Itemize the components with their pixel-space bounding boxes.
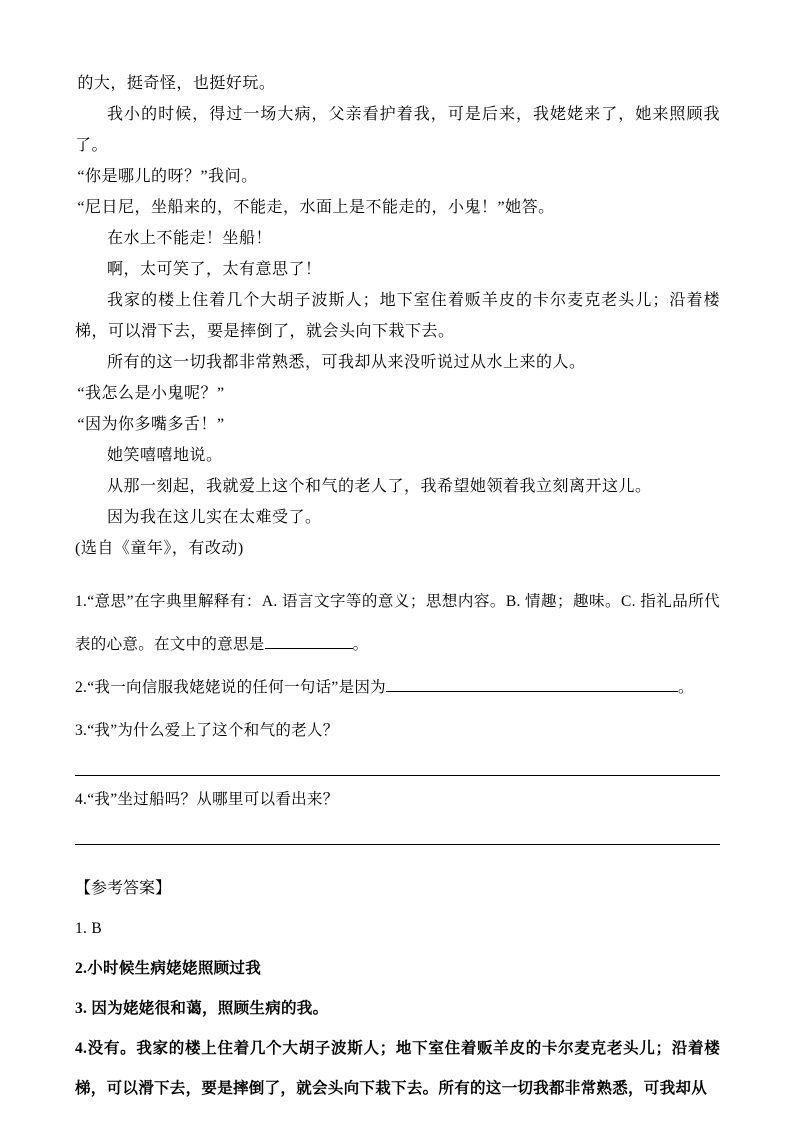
passage-paragraph: 从那一刻起，我就爱上这个和气的老人了，我希望她领着我立刻离开这儿。 (107, 478, 652, 495)
question-1 (75, 580, 720, 666)
reading-passage (75, 68, 720, 564)
question-2-text: 2.“我一向信服我姥姥说的任何一句话”是因为 (75, 679, 386, 696)
answers-header: 【参考答案】 (75, 880, 172, 897)
answer-item: 1. B (75, 920, 103, 937)
question-1-text-after: 。 (352, 636, 369, 653)
passage-paragraph: “因为你多嘴多舌！” (77, 416, 225, 433)
questions-section (75, 580, 720, 845)
answer-line-divider (75, 775, 720, 776)
passage-paragraph: 在水上不能走！坐船！ (107, 230, 273, 247)
question-1-fill-blank (265, 634, 353, 649)
answer-item: 2.小时候生病姥姥照顾过我 (75, 960, 262, 977)
passage-paragraph: 因为我在这儿实在太难受了。 (107, 509, 322, 526)
passage-paragraph: 所有的这一切我都非常熟悉，可我却从来没听说过从水上来的人。 (107, 354, 586, 371)
passage-paragraph: 我小的时候，得过一场大病，父亲看护着我，可是后来，我姥姥来了，她来照顾我了。 (75, 106, 720, 154)
passage-paragraph: “我怎么是小鬼呢？” (77, 385, 225, 402)
answer-line-divider (75, 844, 720, 845)
passage-paragraph: 啊，太可笑了，太有意思了！ (107, 261, 322, 278)
question-1-text: 1.“意思”在字典里解释有：A. 语言文字等的意义；思想内容。B. 情趣；趣味。C. 指礼品所代表的心意。在文中的意思是 (75, 593, 720, 653)
passage-paragraph: “你是哪儿的呀？”我问。 (77, 168, 258, 185)
question-2 (75, 666, 720, 709)
passage-paragraph: 我家的楼上住着几个大胡子波斯人；地下室住着贩羊皮的卡尔麦克老头儿；沿着楼梯，可以滑下去，要是摔倒了，就会头向下栽下去。 (75, 292, 720, 340)
reference-answers-section (75, 869, 720, 1109)
answer-item: 3. 因为姥姥很和蔼，照顾生病的我。 (75, 1000, 329, 1017)
question-4: 4.“我”坐过船吗？从哪里可以看出来？ (75, 791, 339, 808)
passage-source-attribution: (选自《童年》，有改动) (75, 540, 244, 557)
passage-paragraph: 她笑嘻嘻地说。 (107, 447, 223, 464)
passage-paragraph: 的大，挺奇怪，也挺好玩。 (77, 75, 276, 92)
question-2-fill-blank (386, 677, 678, 692)
passage-paragraph: “尼日尼，坐船来的，不能走，水面上是不能走的，小鬼！”她答。 (77, 199, 555, 216)
question-3: 3.“我”为什么爱上了这个和气的老人？ (75, 722, 339, 739)
answer-item: 4.没有。我家的楼上住着几个大胡子波斯人；地下室住着贩羊皮的卡尔麦克老头儿；沿着楼梯，可以滑下去，要是摔倒了，就会头向下栽下去。所有的这一切我都非常熟悉，可我却从 (75, 1040, 720, 1097)
question-2-text-after: 。 (678, 679, 694, 696)
